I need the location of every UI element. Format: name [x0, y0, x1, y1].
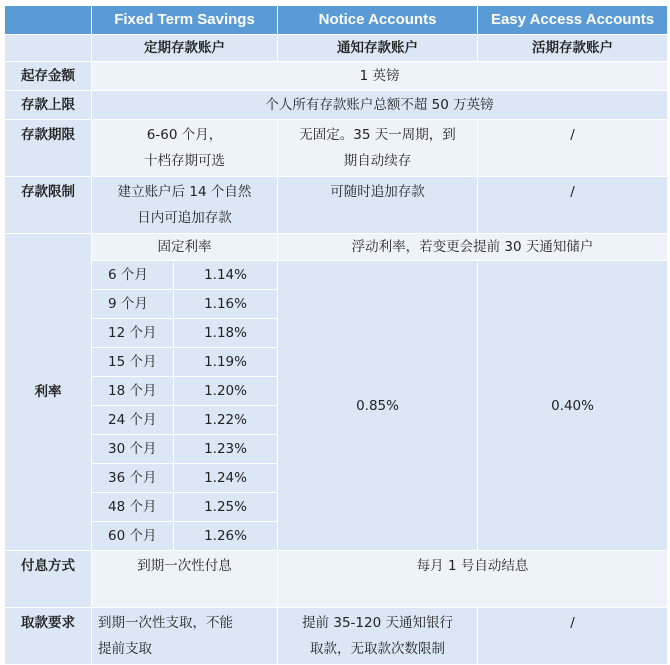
fixed-rate-title: 固定利率 [92, 234, 278, 261]
row-label-term: 存款期限 [5, 120, 92, 177]
term-easy: / [478, 120, 668, 177]
header-fixed-term: Fixed Term Savings [92, 6, 278, 35]
term-fixed: 6-60 个月， 十档存期可选 [92, 120, 278, 177]
subheader-corner [5, 35, 92, 62]
subheader-easy: 活期存款账户 [478, 35, 668, 62]
easy-rate-value: 0.40% [478, 261, 668, 551]
limit-easy: / [478, 177, 668, 234]
interest-payment-other: 每月 1 号自动结息 [278, 551, 668, 608]
rate-term: 18 个月 [92, 377, 174, 406]
rate-value: 1.20% [174, 377, 278, 406]
notice-rate-value: 0.85% [278, 261, 478, 551]
rate-term: 9 个月 [92, 290, 174, 319]
term-notice: 无固定。35 天一周期，到 期自动续存 [278, 120, 478, 177]
subheader-notice: 通知存款账户 [278, 35, 478, 62]
withdrawal-fixed: 到期一次性支取，不能 提前支取 [92, 608, 278, 665]
rate-term: 24 个月 [92, 406, 174, 435]
header-easy-access: Easy Access Accounts [478, 6, 668, 35]
header-row-chinese [5, 35, 668, 62]
header-notice: Notice Accounts [278, 6, 478, 35]
subheader-fixed: 定期存款账户 [92, 35, 278, 62]
row-label-withdrawal: 取款要求 [5, 608, 92, 665]
limit-fixed: 建立账户后 14 个自然 日内可追加存款 [92, 177, 278, 234]
rate-term: 6 个月 [92, 261, 174, 290]
header-row-english [5, 6, 668, 35]
rate-term: 36 个月 [92, 464, 174, 493]
rate-value: 1.16% [174, 290, 278, 319]
row-label-rate: 利率 [5, 234, 92, 551]
floating-rate-title: 浮动利率，若变更会提前 30 天通知储户 [278, 234, 668, 261]
rate-term: 15 个月 [92, 348, 174, 377]
savings-comparison-table [4, 5, 668, 665]
min-deposit-value: 1 英镑 [92, 62, 668, 91]
row-withdrawal [5, 608, 668, 665]
interest-payment-fixed: 到期一次性付息 [92, 551, 278, 608]
row-label-interest-payment: 付息方式 [5, 551, 92, 608]
withdrawal-easy: / [478, 608, 668, 665]
row-term [5, 120, 668, 177]
row-interest-payment [5, 551, 668, 608]
rate-term: 60 个月 [92, 522, 174, 551]
rate-value: 1.26% [174, 522, 278, 551]
rate-value: 1.25% [174, 493, 278, 522]
rate-value: 1.22% [174, 406, 278, 435]
row-rate-titles [5, 234, 668, 261]
rate-value: 1.19% [174, 348, 278, 377]
limit-notice: 可随时追加存款 [278, 177, 478, 234]
rate-term: 48 个月 [92, 493, 174, 522]
row-min-deposit [5, 62, 668, 91]
withdrawal-notice: 提前 35-120 天通知银行 取款，无取款次数限制 [278, 608, 478, 665]
rate-value: 1.24% [174, 464, 278, 493]
row-label-min-deposit: 起存金额 [5, 62, 92, 91]
rate-term: 12 个月 [92, 319, 174, 348]
row-limit [5, 177, 668, 234]
rate-term: 30 个月 [92, 435, 174, 464]
row-label-limit: 存款限制 [5, 177, 92, 234]
row-max-deposit [5, 91, 668, 120]
rate-row [5, 261, 668, 290]
row-label-max-deposit: 存款上限 [5, 91, 92, 120]
header-corner [5, 6, 92, 35]
max-deposit-value: 个人所有存款账户总额不超 50 万英镑 [92, 91, 668, 120]
rate-value: 1.14% [174, 261, 278, 290]
rate-value: 1.18% [174, 319, 278, 348]
rate-value: 1.23% [174, 435, 278, 464]
